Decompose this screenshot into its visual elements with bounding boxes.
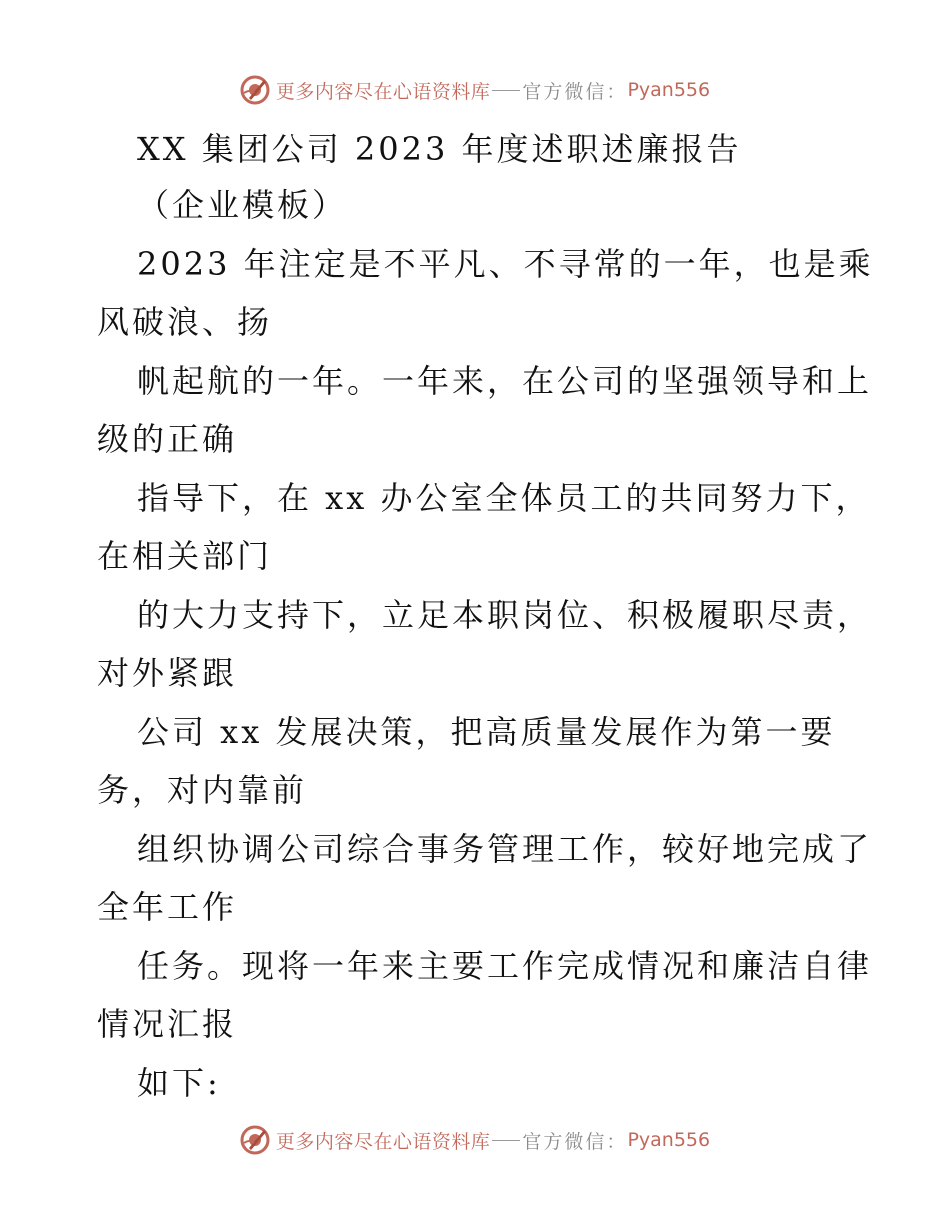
quill-seal-icon xyxy=(240,75,270,105)
watermark-wechat-id: Pyan556 xyxy=(627,79,711,101)
document-title: XX 集团公司 2023 年度述职述廉报告 xyxy=(137,130,742,168)
body-line-7: 的大力支持下，立足本职岗位、积极履职尽责， xyxy=(137,596,873,634)
body-line-11: 组织协调公司综合事务管理工作，较好地完成了 xyxy=(137,830,873,868)
document-subtitle: （企业模板） xyxy=(137,186,348,224)
body-line-5: 指导下，在 xx 办公室全体员工的共同努力下， xyxy=(137,479,871,517)
body-line-3: 帆起航的一年。一年来，在公司的坚强领导和上 xyxy=(137,362,873,400)
header-watermark xyxy=(0,72,950,108)
footer-watermark xyxy=(0,1122,950,1158)
body-line-4: 级的正确 xyxy=(97,420,238,458)
watermark-contact-text: 官方微信： xyxy=(522,1130,628,1153)
watermark-dash xyxy=(492,90,520,91)
quill-seal-icon xyxy=(240,1125,270,1155)
body-line-12: 全年工作 xyxy=(97,888,238,926)
watermark-dash xyxy=(492,1140,520,1141)
body-line-10: 务，对内靠前 xyxy=(97,771,308,809)
body-line-2: 风破浪、扬 xyxy=(97,303,273,341)
watermark-wechat-id: Pyan556 xyxy=(627,1129,711,1151)
body-line-14: 情况汇报 xyxy=(97,1005,238,1043)
body-line-15: 如下: xyxy=(137,1064,221,1102)
watermark-main-text: 更多内容尽在心语资料库 xyxy=(275,1130,491,1153)
watermark-contact-text: 官方微信： xyxy=(522,80,628,103)
body-line-6: 在相关部门 xyxy=(97,537,273,575)
body-line-9: 公司 xx 发展决策，把高质量发展作为第一要 xyxy=(137,713,836,751)
body-line-8: 对外紧跟 xyxy=(97,654,238,692)
body-line-13: 任务。现将一年来主要工作完成情况和廉洁自律 xyxy=(137,947,873,985)
body-line-1: 2023 年注定是不平凡、不寻常的一年，也是乘 xyxy=(137,245,874,283)
watermark-main-text: 更多内容尽在心语资料库 xyxy=(275,80,491,103)
